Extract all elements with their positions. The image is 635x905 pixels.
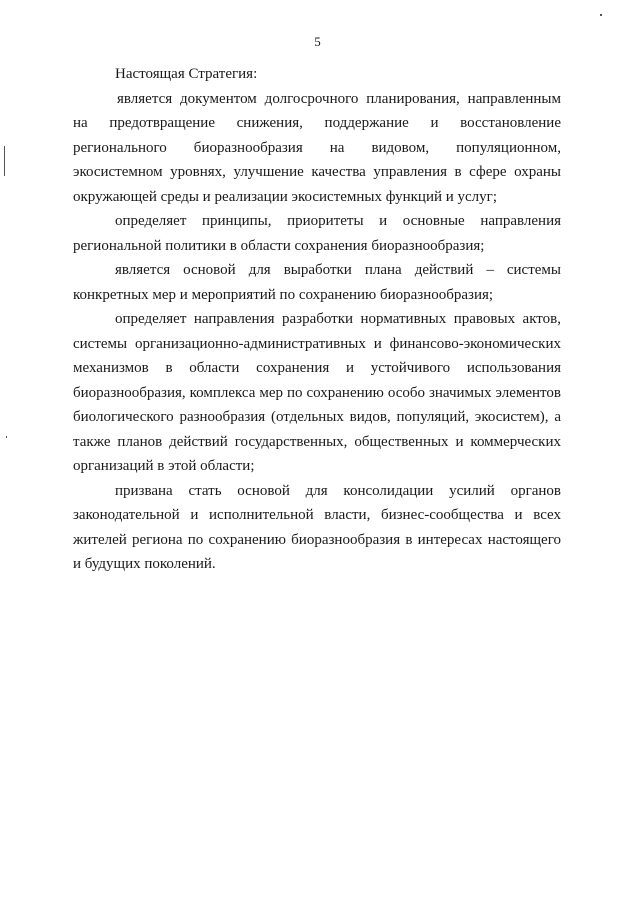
strategy-paragraph: определяет принципы, приоритеты и основные направления региональной политики в области сохранения биоразнообразия; xyxy=(73,213,561,254)
page-number: 5 xyxy=(314,34,321,49)
strategy-paragraph: является документом долгосрочного планирования, направленным на предотвращение снижения, поддержание и восстановление регионального биоразнообразия на видовом, популяционном, экосистемном уровнях, улучшение качества управления в сфере охраны окружающей среды и реализации экосистемных функций и услуг; xyxy=(73,90,561,205)
intro-line: Настоящая Стратегия: xyxy=(115,66,258,82)
strategy-paragraph: определяет направления разработки нормативных правовых актов, системы организационно-административных и финансово-экономических механизмов в области сохранения и устойчивого использования биоразнообразия, комплекса мер по сохранению особо значимых элементов биологического разнообразия (отдельных видов, популяций, экосистем), а также планов действий государственных, общественных и коммерческих организаций в этой области; xyxy=(73,311,561,474)
scan-artifact-mark xyxy=(600,14,602,16)
strategy-paragraph: призвана стать основой для консолидации усилий органов законодательной и исполнительной власти, бизнес-сообщества и всех жителей региона по сохранению биоразнообразия в интересах настоящего и будущих поколений. xyxy=(73,482,561,572)
scan-artifact-mark xyxy=(6,436,7,438)
strategy-paragraph: является основой для выработки плана действий – системы конкретных мер и мероприятий по сохранению биоразнообразия; xyxy=(73,262,561,303)
scan-artifact-mark xyxy=(4,146,5,176)
document-body xyxy=(73,62,561,577)
